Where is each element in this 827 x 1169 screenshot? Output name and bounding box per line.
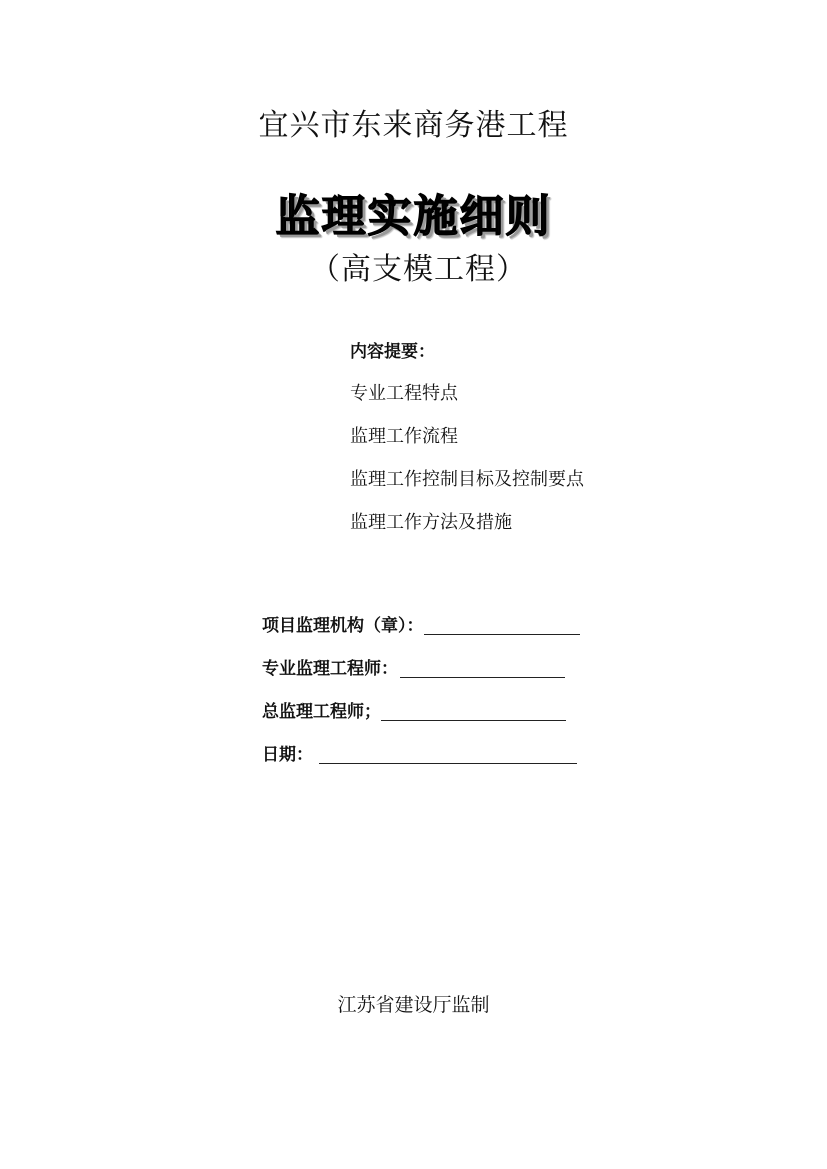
summary-item: 监理工作控制目标及控制要点	[350, 469, 584, 490]
content-summary	[350, 340, 750, 554]
document-title: 监理实施细则	[275, 191, 552, 242]
chief-engineer-signature-line[interactable]	[381, 698, 566, 721]
signature-row-date	[262, 725, 682, 768]
date-label: 日期：	[262, 745, 313, 765]
summary-heading: 内容提要：	[350, 342, 435, 362]
specialist-engineer-signature-line[interactable]	[400, 655, 565, 678]
chief-engineer-label: 总监理工程师；	[262, 702, 381, 722]
issuer-footer: 江苏省建设厅监制	[337, 994, 490, 1016]
signature-row-organization	[262, 596, 682, 639]
summary-list	[350, 382, 750, 554]
organization-signature-line[interactable]	[424, 612, 580, 635]
date-signature-line[interactable]	[319, 741, 577, 764]
specialist-engineer-label: 专业监理工程师：	[262, 659, 398, 679]
signature-block	[262, 596, 682, 768]
project-title: 宜兴市东来商务港工程	[258, 108, 569, 143]
summary-item: 监理工作方法及措施	[350, 512, 512, 533]
signature-row-chief	[262, 682, 682, 725]
summary-item: 专业工程特点	[350, 383, 458, 404]
organization-label: 项目监理机构（章）：	[262, 616, 424, 636]
signature-row-specialist	[262, 639, 682, 682]
document-subtitle: （高支模工程）	[310, 252, 527, 287]
summary-item: 监理工作流程	[350, 426, 458, 447]
